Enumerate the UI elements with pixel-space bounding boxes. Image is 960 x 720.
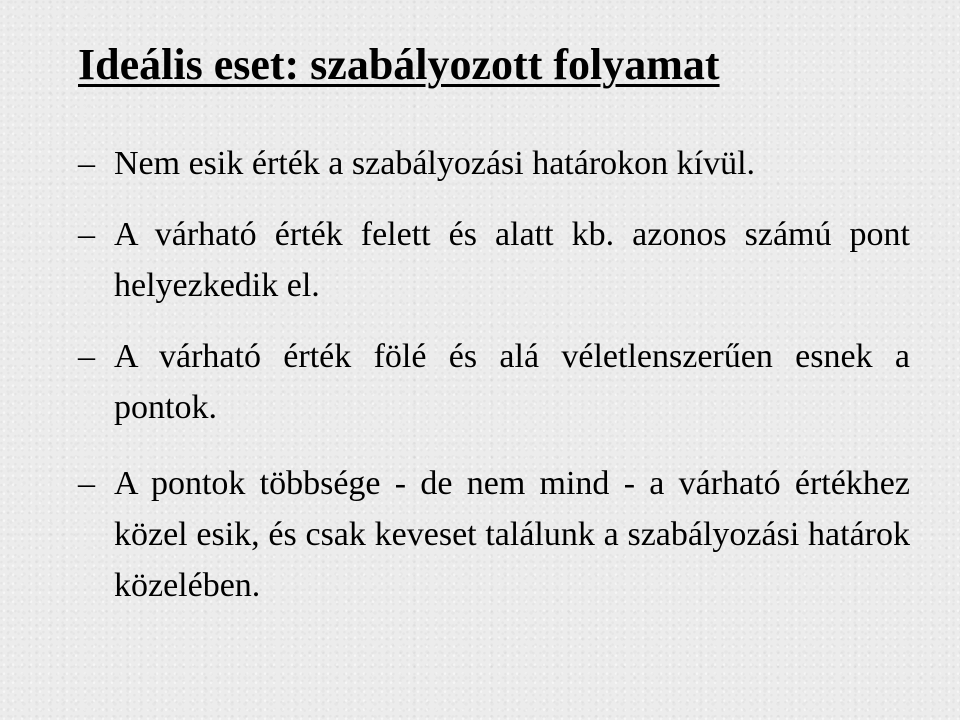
- dash-bullet-icon: –: [78, 216, 95, 253]
- bullet-item: [78, 209, 910, 311]
- slide-title: Ideális eset: szabályozott folyamat: [78, 40, 720, 89]
- bullet-item: [78, 458, 910, 611]
- dash-bullet-icon: –: [78, 465, 95, 502]
- bullet-text: A pontok többsége - de nem mind - a várható értékhez közel esik, és csak keveset találunk a szabályozási határok közelében.: [114, 465, 910, 604]
- bullet-text: A várható érték fölé és alá véletlenszerűen esnek a pontok.: [114, 338, 910, 426]
- bullet-text: Nem esik érték a szabályozási határokon kívül.: [114, 145, 756, 182]
- bullet-list: [78, 138, 910, 631]
- dash-bullet-icon: –: [78, 338, 95, 375]
- bullet-item: [78, 331, 910, 433]
- dash-bullet-icon: –: [78, 145, 95, 182]
- bullet-text: A várható érték felett és alatt kb. azonos számú pont helyezkedik el.: [114, 216, 910, 304]
- bullet-item: [78, 138, 910, 189]
